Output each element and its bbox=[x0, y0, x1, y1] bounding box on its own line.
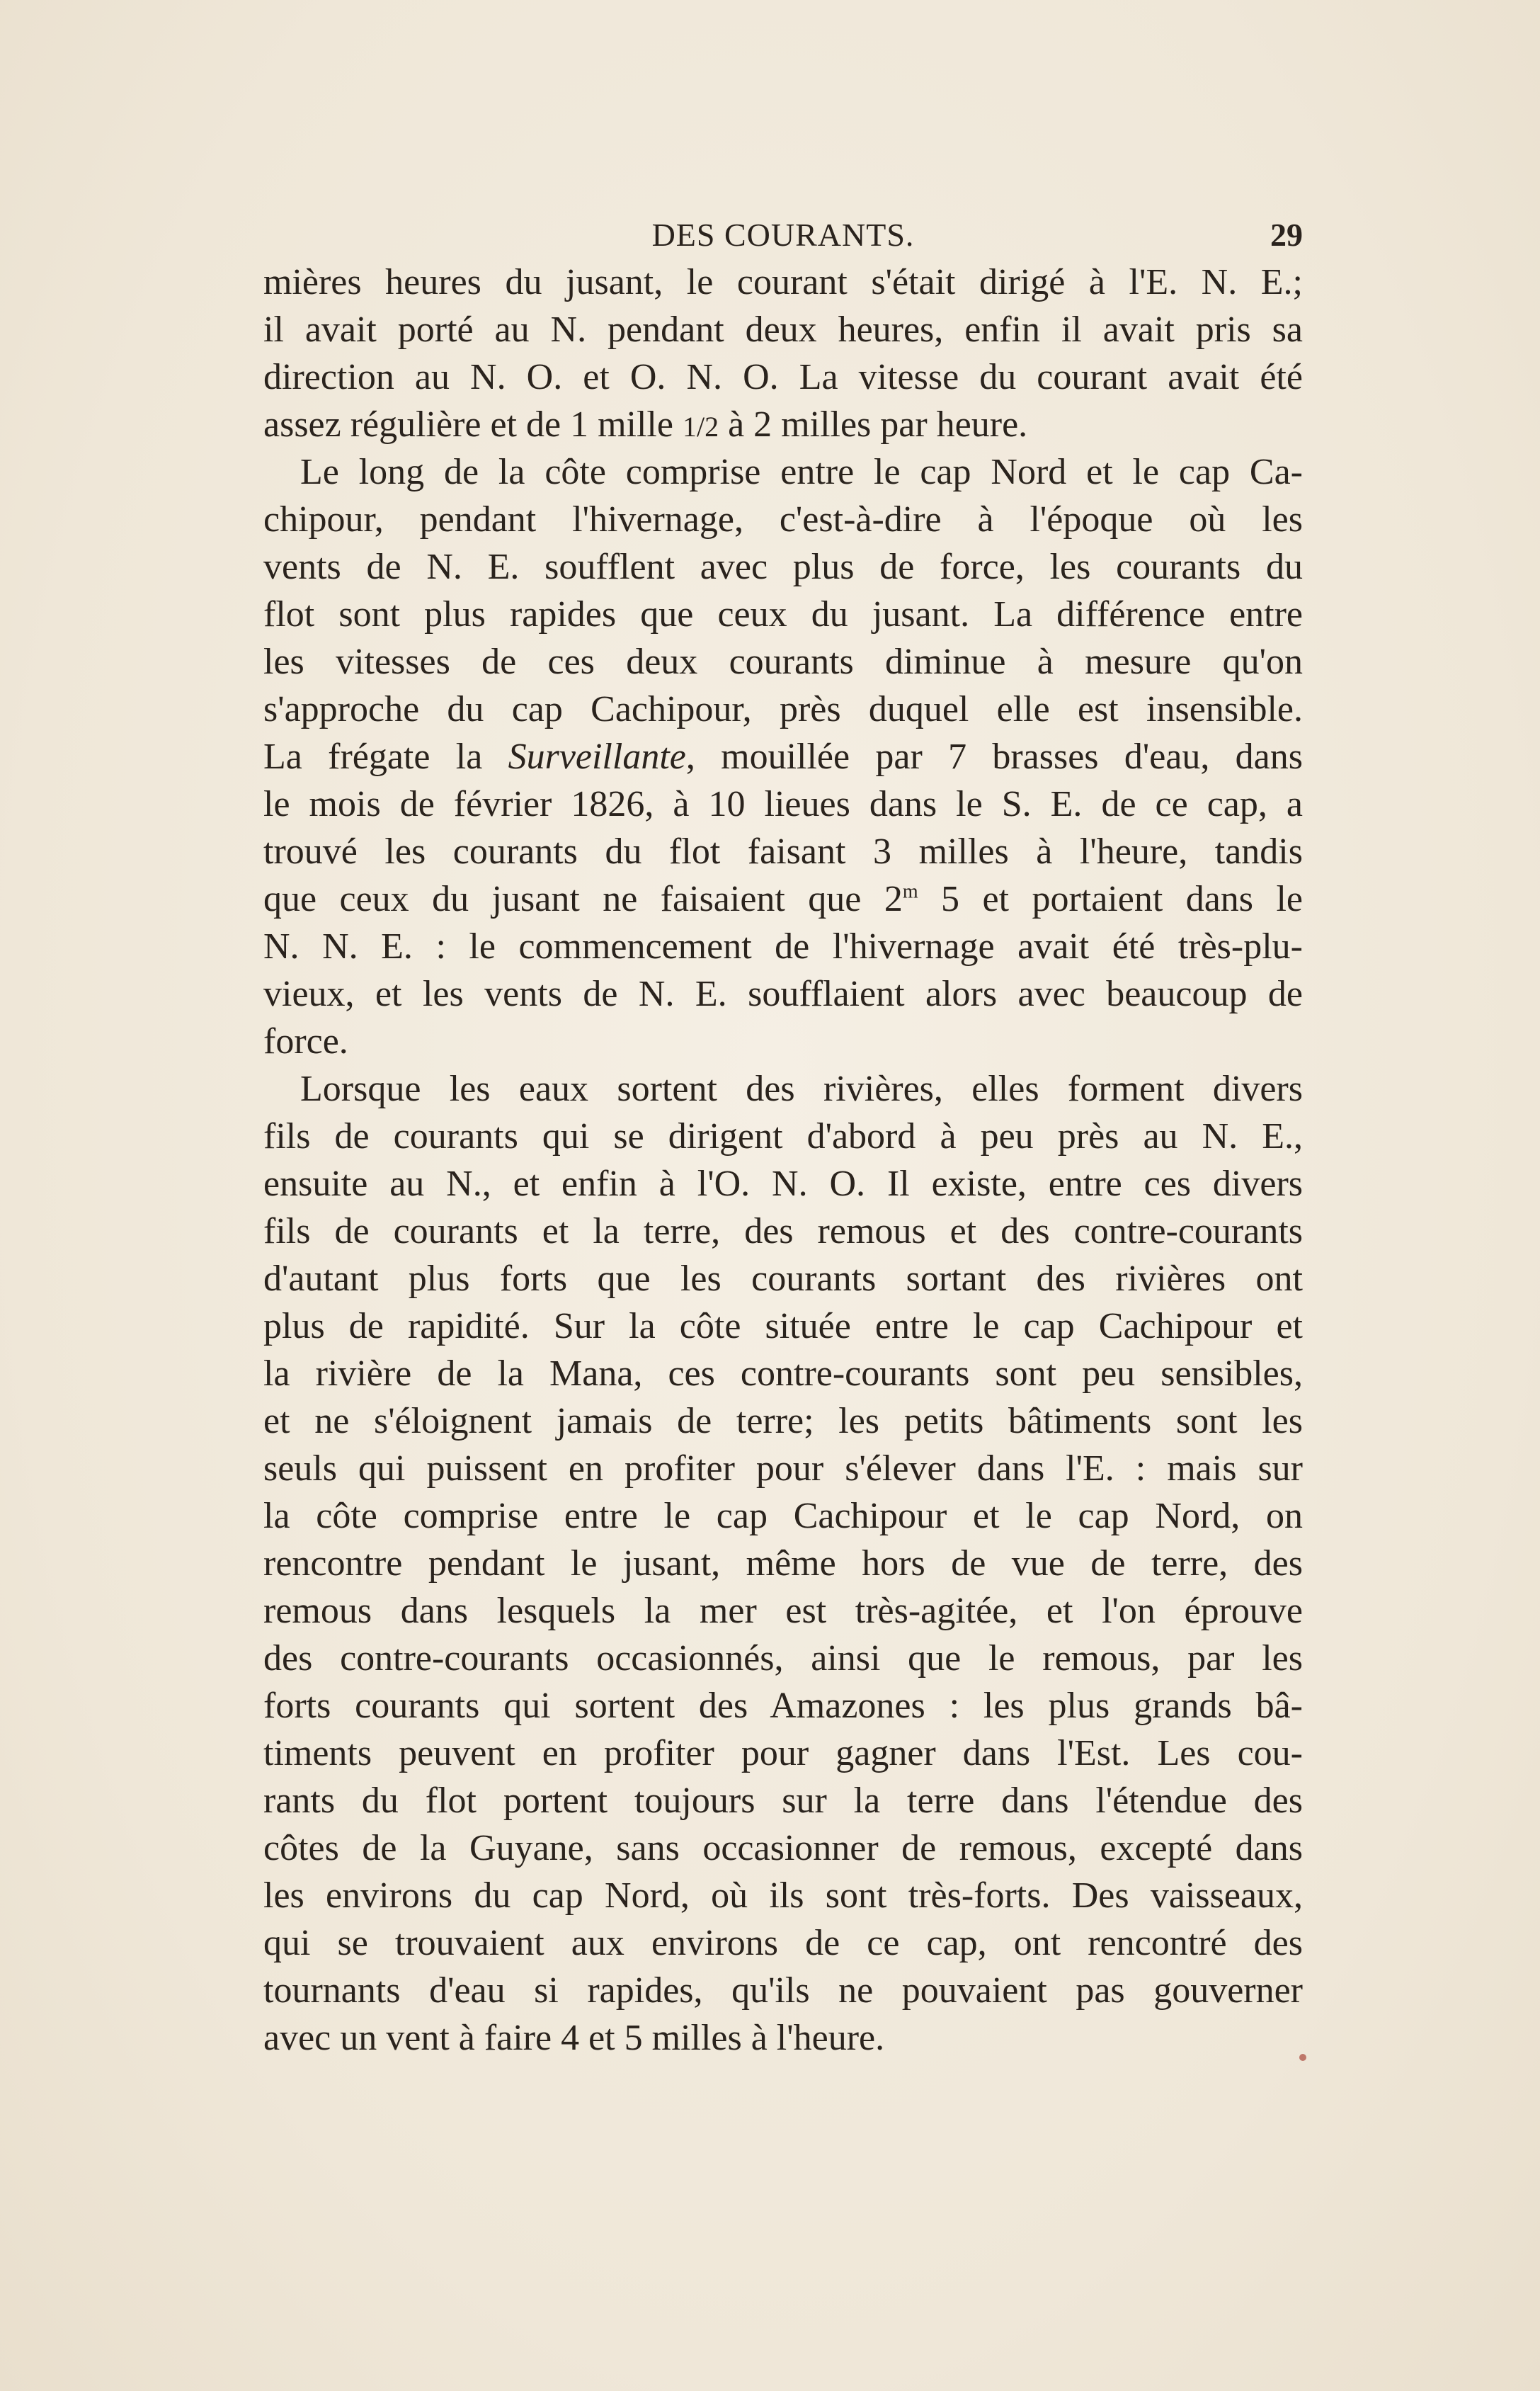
text-segment: ensuite au N., et enfin à l'O. N. O. Il existe, entre ces divers bbox=[263, 1164, 1303, 1204]
text-line bbox=[263, 1208, 1303, 1255]
text-line bbox=[263, 1824, 1303, 1872]
text-segment: vents de N. E. soufflent avec plus de force, les courants du bbox=[263, 547, 1303, 587]
text-segment: La frégate la bbox=[263, 737, 508, 777]
text-line bbox=[263, 733, 1303, 780]
text-line bbox=[263, 1635, 1303, 1682]
text-segment: vieux, et les vents de N. E. soufflaient alors avec beaucoup de bbox=[263, 974, 1303, 1014]
text-segment: avec un vent à faire 4 et 5 milles à l'heure. bbox=[263, 2018, 885, 2058]
text-segment: la côte comprise entre le cap Cachipour et le cap Nord, on bbox=[263, 1496, 1303, 1536]
running-head bbox=[263, 216, 1303, 259]
text-segment: assez régulière et de 1 mille bbox=[263, 404, 683, 445]
text-segment: direction au N. O. et O. N. O. La vitesse du courant avait été bbox=[263, 357, 1303, 397]
text-segment: d'autant plus forts que les courants sortant des rivières ont bbox=[263, 1259, 1303, 1299]
text-line bbox=[263, 496, 1303, 543]
text-line bbox=[263, 1540, 1303, 1587]
text-segment: N. N. E. : le commencement de l'hivernage avait été très-plu- bbox=[263, 926, 1303, 967]
text-segment: seuls qui puissent en profiter pour s'élever dans l'E. : mais sur bbox=[263, 1448, 1303, 1489]
text-line bbox=[263, 780, 1303, 828]
text-line bbox=[263, 1587, 1303, 1635]
text-line bbox=[263, 1113, 1303, 1160]
text-segment: forts courants qui sortent des Amazones : les plus grands bâ- bbox=[263, 1686, 1303, 1726]
text-line bbox=[263, 1160, 1303, 1208]
fraction: 1/2 bbox=[682, 411, 719, 443]
text-line bbox=[263, 543, 1303, 591]
text-line bbox=[263, 1777, 1303, 1824]
text-segment: le mois de février 1826, à 10 lieues dans le S. E. de ce cap, a bbox=[263, 784, 1303, 824]
text-segment: il avait porté au N. pendant deux heures, enfin il avait pris sa bbox=[263, 309, 1303, 350]
page-number: 29 bbox=[1270, 217, 1303, 253]
text-line bbox=[263, 1018, 1303, 1065]
text-line bbox=[263, 686, 1303, 733]
text-segment: rants du flot portent toujours sur la terre dans l'étendue des bbox=[263, 1781, 1303, 1821]
text-segment: les environs du cap Nord, où ils sont très-forts. Des vaisseaux, bbox=[263, 1875, 1303, 1916]
text-segment: mières heures du jusant, le courant s'était dirigé à l'E. N. E.; bbox=[263, 262, 1303, 302]
text-line bbox=[263, 2014, 1303, 2062]
text-line bbox=[263, 1302, 1303, 1350]
text-line bbox=[263, 923, 1303, 970]
text-segment: fils de courants qui se dirigent d'abord à peu près au N. E., bbox=[263, 1116, 1303, 1157]
text-segment: 5 et portaient dans le bbox=[918, 879, 1303, 919]
ink-spot bbox=[1299, 2054, 1306, 2061]
text-line bbox=[263, 1682, 1303, 1730]
text-segment: côtes de la Guyane, sans occasionner de remous, excepté dans bbox=[263, 1828, 1303, 1868]
text-segment: et ne s'éloignent jamais de terre; les petits bâtiments sont les bbox=[263, 1401, 1303, 1441]
text-segment: timents peuvent en profiter pour gagner dans l'Est. Les cou- bbox=[263, 1733, 1303, 1773]
text-line bbox=[263, 259, 1303, 306]
text-line bbox=[263, 638, 1303, 686]
text-line bbox=[263, 401, 1303, 448]
text-line bbox=[263, 1967, 1303, 2014]
text-segment: fils de courants et la terre, des remous et des contre-courants bbox=[263, 1211, 1303, 1251]
text-segment: Lorsque les eaux sortent des rivières, elles forment divers bbox=[300, 1069, 1303, 1109]
text-line bbox=[263, 828, 1303, 875]
italic-ship-name: Surveillante bbox=[508, 737, 686, 777]
text-segment: qui se trouvaient aux environs de ce cap, ont rencontré des bbox=[263, 1923, 1303, 1963]
text-line bbox=[263, 1730, 1303, 1777]
text-segment: la rivière de la Mana, ces contre-courants sont peu sensibles, bbox=[263, 1353, 1303, 1394]
text-segment: flot sont plus rapides que ceux du jusant. La différence entre bbox=[263, 594, 1303, 635]
text-line bbox=[263, 306, 1303, 353]
text-segment: chipour, pendant l'hivernage, c'est-à-dire à l'époque où les bbox=[263, 499, 1303, 540]
text-segment: plus de rapidité. Sur la côte située entre le cap Cachipour et bbox=[263, 1306, 1303, 1346]
text-line bbox=[263, 1397, 1303, 1445]
superscript: m bbox=[902, 880, 918, 903]
text-segment: Le long de la côte comprise entre le cap Nord et le cap Ca- bbox=[300, 452, 1303, 492]
text-line bbox=[263, 970, 1303, 1018]
text-line bbox=[263, 353, 1303, 401]
text-segment: des contre-courants occasionnés, ainsi que le remous, par les bbox=[263, 1638, 1303, 1679]
text-line bbox=[263, 448, 1303, 496]
text-segment: les vitesses de ces deux courants diminue à mesure qu'on bbox=[263, 642, 1303, 682]
text-segment: remous dans lesquels la mer est très-agitée, et l'on éprouve bbox=[263, 1591, 1303, 1631]
text-segment: rencontre pendant le jusant, même hors de vue de terre, des bbox=[263, 1543, 1303, 1584]
text-segment: trouvé les courants du flot faisant 3 milles à l'heure, tandis bbox=[263, 831, 1303, 872]
text-segment: à 2 milles par heure. bbox=[719, 404, 1028, 445]
text-line bbox=[263, 1872, 1303, 1919]
text-line bbox=[263, 1445, 1303, 1492]
text-segment: force. bbox=[263, 1021, 348, 1062]
text-line bbox=[263, 875, 1303, 923]
text-segment: que ceux du jusant ne faisaient que 2 bbox=[263, 879, 903, 919]
text-line bbox=[263, 1919, 1303, 1967]
text-line bbox=[263, 1065, 1303, 1113]
text-line bbox=[263, 1350, 1303, 1397]
text-line bbox=[263, 1255, 1303, 1302]
text-segment: , mouillée par 7 brasses d'eau, dans bbox=[685, 737, 1303, 777]
text-segment: tournants d'eau si rapides, qu'ils ne pouvaient pas gouverner bbox=[263, 1970, 1303, 2011]
running-head-title: DES COURANTS. bbox=[651, 217, 915, 253]
text-line bbox=[263, 1492, 1303, 1540]
body-text bbox=[263, 259, 1303, 2062]
text-line bbox=[263, 591, 1303, 638]
text-segment: s'approche du cap Cachipour, près duquel elle est insensible. bbox=[263, 689, 1303, 729]
